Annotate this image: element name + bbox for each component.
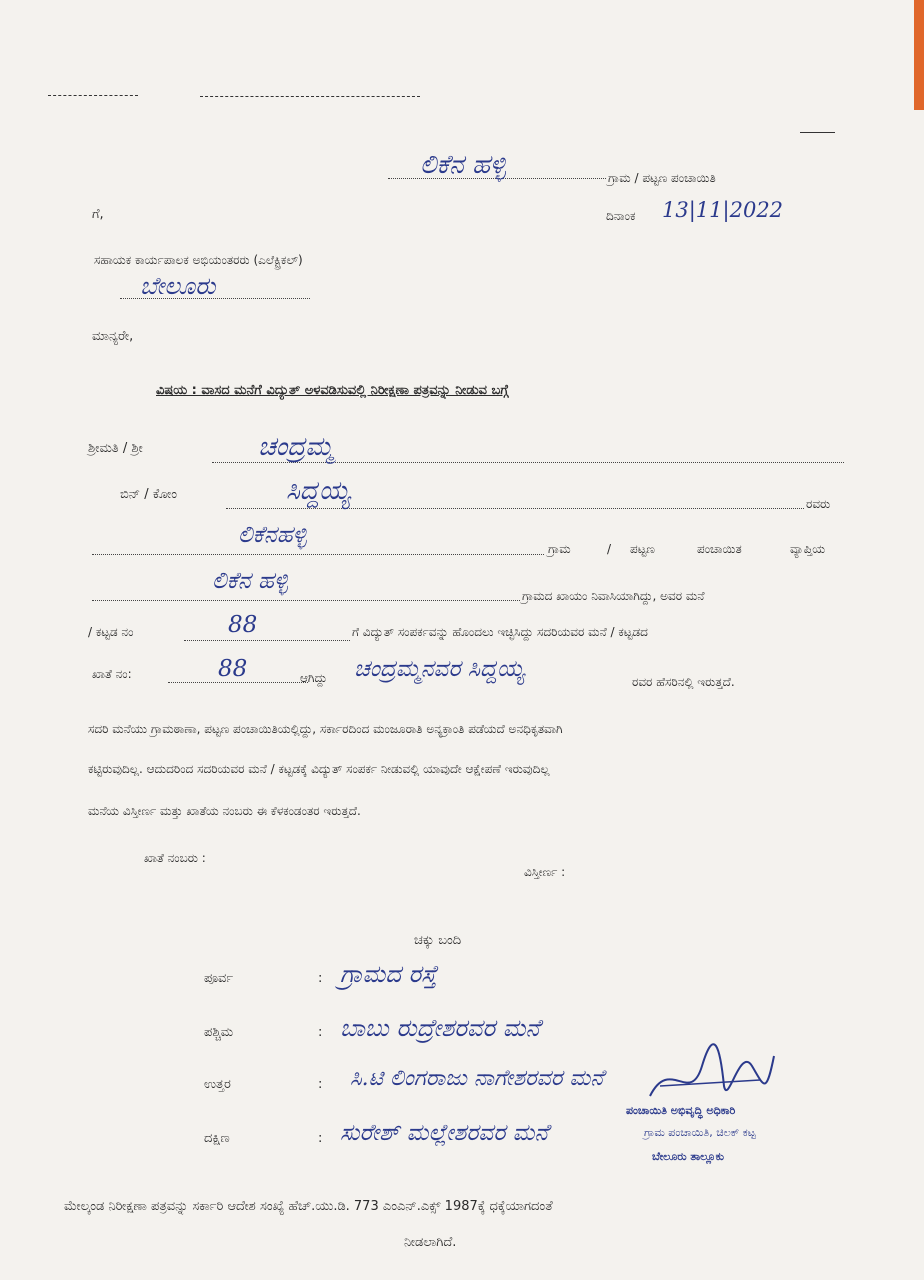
village2-dots — [92, 600, 520, 601]
khata-prefix: ಖಾತೆ ನಂ: — [92, 667, 132, 681]
boundary-west-value: ಬಾಬು ರುದ್ರೇಶರವರ ಮನೆ — [340, 1014, 540, 1042]
village1-suffix-panchayat: ಪಂಚಾಯಿತ — [697, 542, 742, 556]
boundary-south-colon: : — [318, 1131, 323, 1146]
boundary-west-colon: : — [318, 1025, 323, 1040]
recipient-place-handwritten: ಬೇಲೂರು — [140, 272, 216, 300]
date-value: 13|11|2022 — [662, 198, 784, 222]
village1-suffix-slash: / — [607, 542, 612, 556]
khata-dots — [168, 682, 308, 683]
village1-suffix-grama: ಗ್ರಾಮ — [548, 542, 571, 556]
father-dots — [226, 508, 804, 509]
village-header-handwritten: ಲಿಕೆನ ಹಳ್ಳಿ — [420, 150, 506, 180]
paragraph-line-1: ಸದರಿ ಮನೆಯು ಗ್ರಾಮಠಾಣಾ, ಪಟ್ಟಣ ಪಂಚಾಯಿತಿಯಲ್ಲಿದ್ದು, ಸರ್ಕಾರದಿಂದ ಮಂಜೂರಾತಿ ಅನ್ಯಕ್ರಾಂತಿ ಪಡೆಯದೆ ಅನಧಿಕೃತವಾಗಿ — [88, 722, 563, 736]
village2-value: ಲಿಕೆನ ಹಳ್ಳಿ — [212, 568, 288, 594]
boundary-south-label: ದಕ್ಷಿಣ — [204, 1131, 230, 1146]
khata-number: 88 — [218, 656, 248, 682]
village-header-suffix: ಗ್ರಾಮ / ಪಟ್ಟಣ ಪಂಚಾಯಿತಿ — [608, 171, 716, 185]
boundary-north-label: ಉತ್ತರ — [204, 1077, 231, 1092]
stamp-line-3: ಬೇಲೂರು ತಾಲ್ಲೂಕು — [652, 1150, 725, 1163]
date-label: ದಿನಾಂಕ — [606, 209, 636, 223]
boundary-south-value: ಸುರೇಶ್ ಮಲ್ಲೇಶರವರ ಮನೆ — [340, 1120, 549, 1146]
paper-edge-strip — [914, 0, 924, 110]
name-label: ಶ್ರೀಮತಿ / ಶ್ರೀ — [88, 441, 143, 456]
building-prefix: / ಕಟ್ಟಡ ನಂ — [88, 625, 134, 639]
stamp-line-1: ಪಂಚಾಯಿತಿ ಅಭಿವೃದ್ಧಿ ಅಧಿಕಾರಿ — [626, 1104, 736, 1117]
boundary-west-label: ಪಶ್ಚಿಮ — [204, 1025, 234, 1040]
village1-suffix-vyapti: ವ್ಯಾಪ್ತಿಯ — [790, 542, 826, 556]
paragraph-line-2: ಕಟ್ಟಿರುವುದಿಲ್ಲ. ಆದುದರಿಂದ ಸದರಿಯವರ ಮನೆ / ಕಟ್ಟಡಕ್ಕೆ ವಿದ್ಯುತ್ ಸಂಪರ್ಕ ನೀಡುವಲ್ಲಿ ಯಾವುದೇ ಆಕ್ಷೇಪಣೆ ಇರುವುದಿಲ್ಲ — [88, 762, 550, 776]
father-label: ಬಿನ್ / ಕೋಂ — [120, 487, 177, 502]
boundaries-heading: ಚಕ್ಕು ಬಂದಿ — [414, 933, 462, 948]
village1-dots — [92, 554, 544, 555]
area-label: ವಿಸ್ತೀರ್ಣ : — [524, 865, 566, 879]
scan-artifact-line — [800, 132, 835, 133]
footer-line-1: ಮೇಲ್ಕಂಡ ನಿರೀಕ್ಷಣಾ ಪತ್ರವನ್ನು ಸರ್ಕಾರಿ ಆದೇಶ ಸಂಖ್ಯೆ ಹೆಚ್.ಯು.ಡಿ. 773 ಎಂಎನ್.ಎಕ್ಸ್ 1987ಕ್ಕೆ ಧಕ್ಕೆಯಾಗದಂತೆ — [64, 1199, 553, 1214]
building-number: 88 — [228, 612, 258, 638]
village2-suffix: ಗ್ರಾಮದ ಖಾಯಂ ನಿವಾಸಿಯಾಗಿದ್ದು, ಅವರ ಮನೆ — [522, 589, 705, 603]
to-label: ಗೆ, — [92, 207, 104, 222]
building-dots — [184, 640, 350, 641]
name-dots — [212, 462, 844, 463]
scan-artifact-line — [200, 96, 420, 97]
village1-suffix-pattana: ಪಟ್ಟಣ — [630, 542, 655, 556]
boundary-north-value: ಸಿ.ಟಿ ಲಿಂಗರಾಜು ನಾಗೇಶರವರ ಮನೆ — [350, 1066, 604, 1091]
recipient-designation: ಸಹಾಯಕ ಕಾರ್ಯಪಾಲಕ ಅಭಿಯಂತರರು (ಎಲೆಕ್ಟ್ರಿಕಲ್) — [94, 253, 303, 267]
boundary-east-value: ಗ್ರಾಮದ ರಸ್ತೆ — [340, 960, 437, 988]
owner-value: ಚಂದ್ರಮ್ಮನವರ ಸಿದ್ದಯ್ಯ — [354, 656, 525, 682]
salutation: ಮಾನ್ಯರೇ, — [92, 329, 134, 344]
name-value: ಚಂದ್ರಮ್ಮ — [258, 432, 334, 462]
footer-line-2: ನೀಡಲಾಗಿದೆ. — [404, 1235, 457, 1250]
father-value: ಸಿದ್ದಯ್ಯ — [286, 476, 351, 506]
father-suffix: ರವರು — [806, 497, 831, 511]
boundary-east-colon: : — [318, 971, 323, 986]
boundary-east-label: ಪೂರ್ವ — [204, 971, 234, 986]
khata-suffix: ರವರ ಹೆಸರಿನಲ್ಲಿ ಇರುತ್ತದೆ. — [632, 675, 735, 689]
khata-number-label: ಖಾತೆ ನಂಬರು : — [144, 851, 206, 865]
village1-value: ಲಿಕೆನಹಳ್ಳಿ — [238, 522, 307, 548]
paragraph-line-3: ಮನೆಯ ವಿಸ್ತೀರ್ಣ ಮತ್ತು ಖಾತೆಯ ನಂಬರು ಈ ಕೆಳಕಂಡಂತರ ಇರುತ್ತದೆ. — [88, 804, 361, 818]
subject-line: ವಿಷಯ : ವಾಸದ ಮನೆಗೆ ವಿದ್ಯುತ್ ಅಳವಡಿಸುವಲ್ಲಿ ನಿರೀಕ್ಷಣಾ ಪತ್ರವನ್ನು ನೀಡುವ ಬಗ್ಗೆ — [156, 383, 509, 398]
building-suffix: ಗೆ ವಿದ್ಯುತ್ ಸಂಪರ್ಕವನ್ನು ಹೊಂದಲು ಇಚ್ಛಿಸಿದ್ದು ಸದರಿಯವರ ಮನೆ / ಕಟ್ಟಡದ — [352, 625, 648, 639]
khata-mid: ಆಗಿದ್ದು — [300, 671, 328, 685]
scan-artifact-line — [48, 95, 138, 96]
stamp-line-2: ಗ್ರಾಮ ಪಂಚಾಯಿತಿ, ಚಿಲಕ್‌ ಕಟ್ಟ — [644, 1126, 756, 1139]
boundary-north-colon: : — [318, 1077, 323, 1092]
